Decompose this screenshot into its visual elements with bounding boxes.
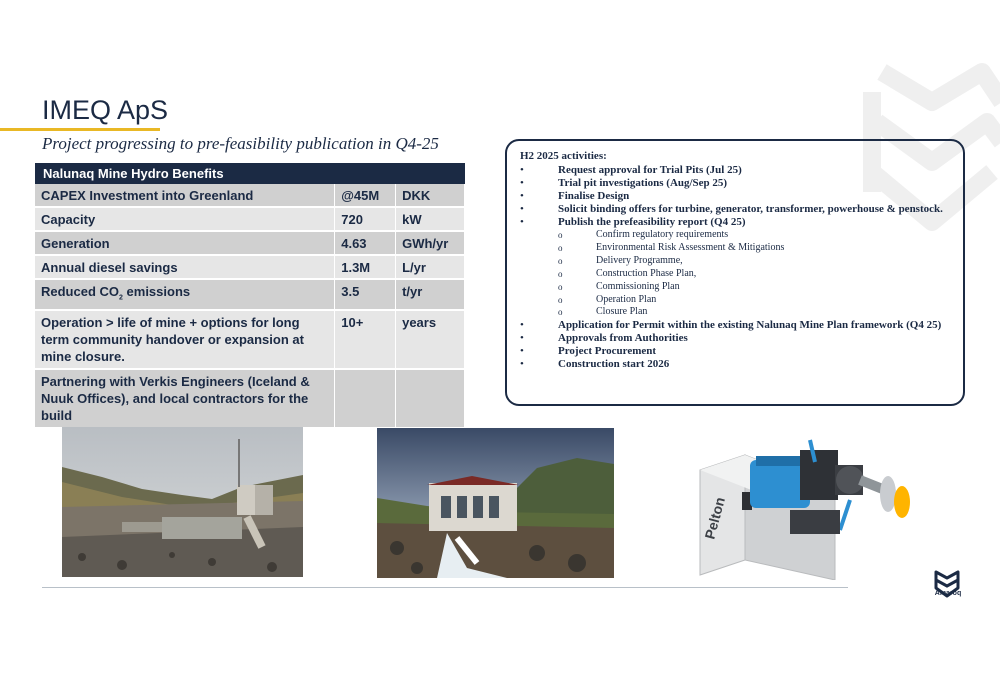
list-item [520, 358, 951, 371]
sub-list-item-text: Environmental Risk Assessment & Mitigations [596, 241, 785, 253]
page-title: IMEQ ApS [42, 95, 169, 125]
table-row [35, 279, 465, 310]
list-item [520, 216, 951, 229]
bullet: • [520, 177, 524, 189]
list-item-text: Solicit binding offers for turbine, generator, transformer, powerhouse & penstock. [558, 203, 943, 215]
row-label [35, 279, 335, 310]
list-item [520, 319, 951, 332]
sub-list-item [520, 294, 951, 307]
sub-bullet: o [558, 255, 563, 266]
sub-list-item [520, 255, 951, 268]
list-item-text: Finalise Design [558, 190, 630, 202]
sub-bullet: o [558, 294, 563, 305]
sub-list-item-text: Operation Plan [596, 293, 657, 305]
sub-list-item-text: Confirm regulatory requirements [596, 229, 729, 240]
list-item-text: Project Procurement [558, 345, 657, 358]
table-row [35, 184, 465, 207]
row-unit: DKK [396, 184, 465, 207]
row-unit: kW [396, 207, 465, 231]
bullet: • [520, 216, 524, 228]
list-item [520, 345, 951, 358]
sub-list-item-text: Delivery Programme, [596, 254, 683, 266]
list-item-text: Request approval for Trial Pits (Jul 25) [558, 164, 742, 176]
row-value: 720 [335, 207, 396, 231]
bullet: • [520, 358, 524, 371]
row-unit: years [396, 310, 465, 369]
sub-list-item [520, 242, 951, 255]
bullet: • [520, 164, 524, 176]
table-row [35, 369, 465, 428]
list-item [520, 177, 951, 190]
list-item [520, 190, 951, 203]
co2-subscript: 2 [119, 294, 123, 302]
row-value: 1.3M [335, 255, 396, 279]
row-label: CAPEX Investment into Greenland [35, 184, 335, 207]
sub-list-item [520, 281, 951, 294]
benefits-table-header [35, 163, 465, 184]
list-item-text: Trial pit investigations (Aug/Sep 25) [558, 177, 728, 189]
sub-list-item-text: Commissioning Plan [596, 280, 680, 292]
list-item [520, 332, 951, 345]
sub-bullet: o [558, 230, 563, 240]
row-value: 3.5 [335, 279, 396, 310]
sub-bullet: o [558, 281, 563, 292]
sub-list-item-text: Construction Phase Plan, [596, 267, 697, 279]
bullet: • [520, 332, 524, 345]
table-row [35, 231, 465, 255]
list-item [520, 203, 951, 216]
sub-list-item [520, 268, 951, 281]
list-item-text: Publish the prefeasibility report (Q4 25) [558, 216, 746, 228]
row-label: Capacity [35, 207, 335, 231]
row-value [335, 369, 396, 428]
row-label: Operation > life of mine + options for long term community handover or expansion at mine closure. [35, 310, 335, 369]
sub-list-item [520, 229, 951, 242]
row-unit: GWh/yr [396, 231, 465, 255]
list-item-text: Construction start 2026 [558, 358, 670, 371]
co2-label-suffix: emissions [122, 284, 191, 299]
sub-list-item [520, 306, 951, 319]
list-item-text: Approvals from Authorities [558, 332, 688, 345]
intake-structure-photo [62, 427, 303, 577]
sub-bullet: o [558, 268, 563, 279]
row-value: 10+ [335, 310, 396, 369]
activities-heading: H2 2025 activities: [520, 150, 607, 162]
row-value: 4.63 [335, 231, 396, 255]
table-row [35, 255, 465, 279]
bullet: • [520, 319, 524, 332]
turbine-brand-label: Pelton [701, 495, 728, 541]
brand-name: Amaroq [934, 590, 962, 597]
row-unit [396, 369, 465, 428]
row-unit: t/yr [396, 279, 465, 310]
sub-list-item-text: Closure Plan [596, 306, 648, 318]
activities-panel [505, 139, 965, 406]
bullet: • [520, 203, 524, 215]
bullet: • [520, 345, 524, 358]
row-label: Annual diesel savings [35, 255, 335, 279]
row-label: Generation [35, 231, 335, 255]
list-item-text: Application for Permit within the existing Nalunaq Mine Plan framework (Q4 25) [558, 319, 942, 332]
benefits-table [35, 163, 465, 429]
bullet: • [520, 190, 524, 202]
list-item [520, 164, 951, 177]
row-unit: L/yr [396, 255, 465, 279]
benefits-table-heading: Nalunaq Mine Hydro Benefits [35, 163, 465, 184]
footer-divider [42, 587, 848, 588]
title-underline [0, 128, 160, 131]
pelton-turbine-illustration [690, 430, 918, 580]
table-row [35, 310, 465, 369]
sub-bullet: o [558, 307, 563, 318]
table-row [35, 207, 465, 231]
page-subtitle: Project progressing to pre-feasibility publication in Q4-25 [42, 134, 439, 153]
co2-label-prefix: Reduced CO [41, 284, 120, 299]
row-label: Partnering with Verkis Engineers (Iceland & Nuuk Offices), and local contractors for the build [35, 369, 335, 428]
row-value: @45M [335, 184, 396, 207]
sub-bullet: o [558, 242, 563, 253]
powerhouse-photo [377, 428, 614, 578]
